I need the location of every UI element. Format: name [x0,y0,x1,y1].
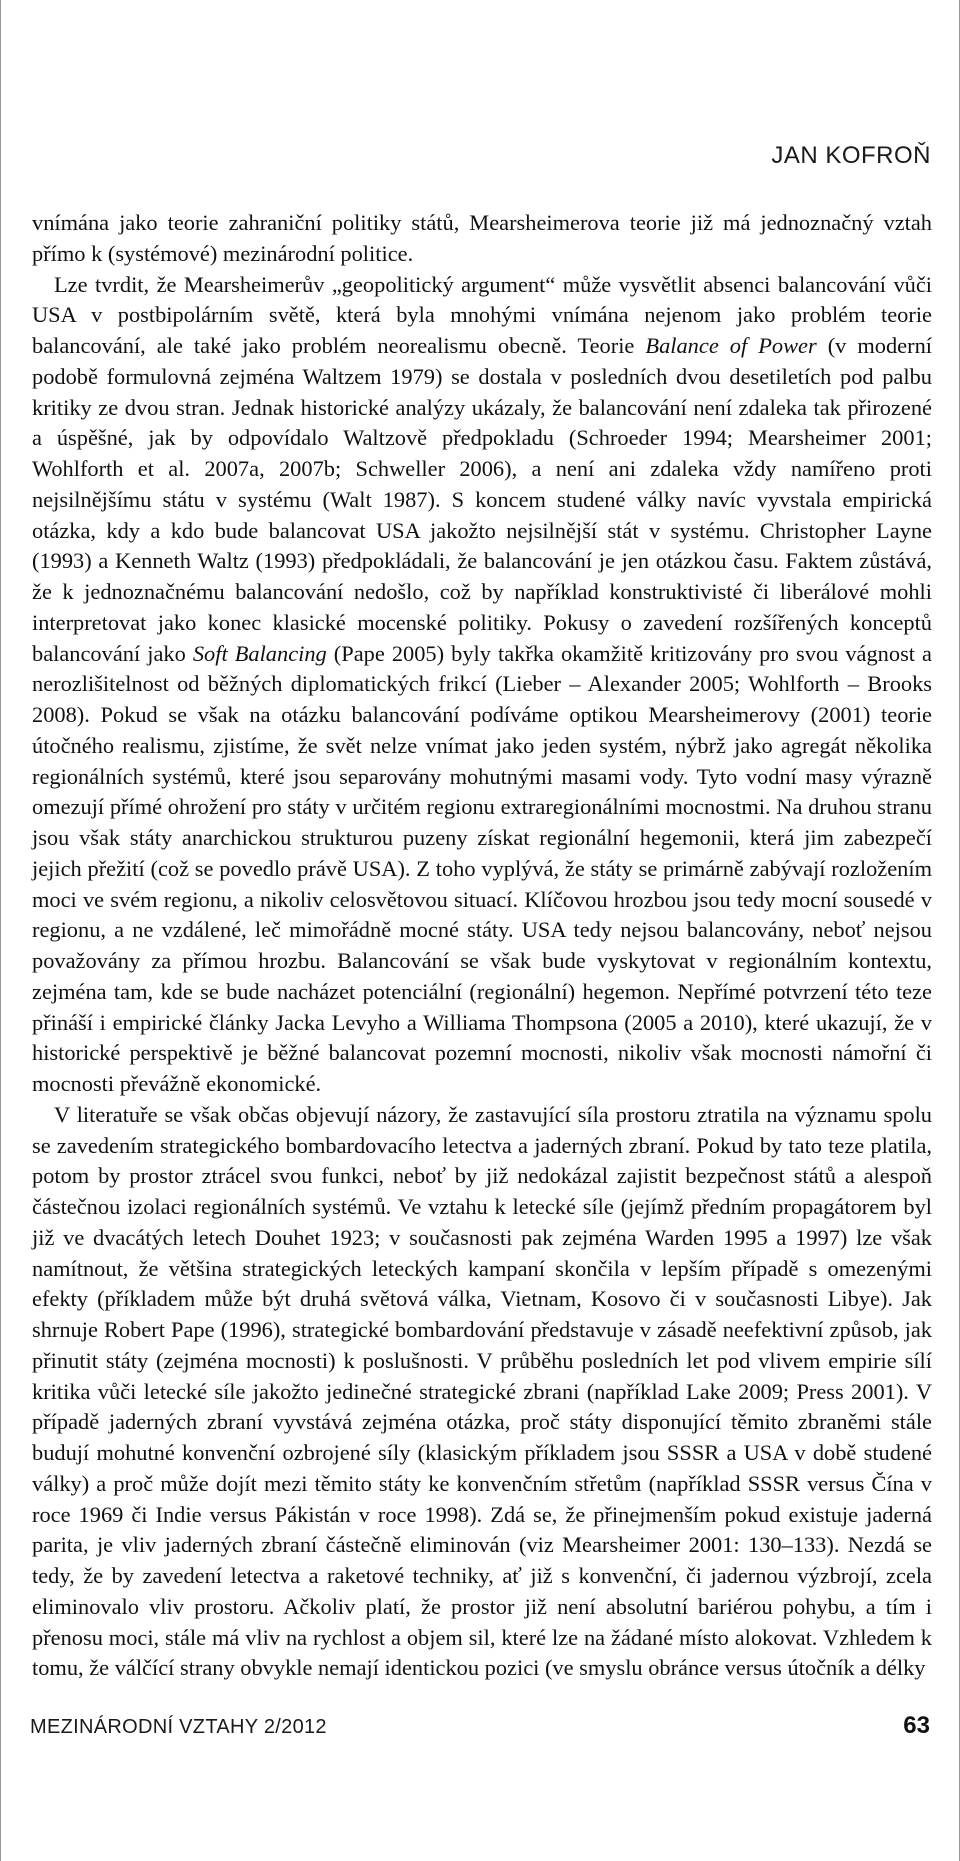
running-head-author: JAN KOFROŇ [771,142,931,169]
paragraph-air-power: V literatuře se však občas objevují názory, že zastavující síla prostoru ztratila na významu spolu se zavedením strategického bombardovacího letectva a jaderných zbraní. Pokud by tato teze platila, potom by prostor ztrácel svou funkci, neboť by již nedokázal zajistit bezpečnost států a alespoň částečnou izolaci regionálních systémů. Ve vztahu k letecké síle (jejímž předním propagátorem byl již ve dvacátých letech Douhet 1923; v současnosti pak zejména Warden 1995 a 1997) lze však namítnout, že většina strategických leteckých kampaní skončila v lepším případě s omezenými efekty (příkladem může být druhá světová válka, Vietnam, Kosovo či v současnosti Libye). Jak shrnuje Robert Pape (1996), strategické bombardování představuje v zásadě neefektivní způsob, jak přinutit státy (zejména mocnosti) k poslušnosti. V průběhu posledních let pod vlivem empirie sílí kritika vůči letecké síle jakožto jedinečné strategické zbrani (například Lake 2009; Press 2001). V případě jaderných zbraní vyvstává zejména otázka, proč státy disponující těmito zbraněmi stále budují mohutné konvenční ozbrojené síly (klasickým příkladem jsou SSSR a USA v době studené války) a proč může dojít mezi těmito státy ke konvenčním střetům (například SSSR versus Čína v roce 1969 či Indie versus Pákistán v roce 1998). Zdá se, že přinejmenším pokud existuje jaderná parita, je vliv jaderných zbraní částečně eliminován (viz Mearsheimer 2001: 130–133). Nezdá se tedy, že by zavedení letectva a raketové techniky, ať již s konvenční, či jadernou výzbrojí, zcela eliminovalo vliv prostoru. Ačkoliv platí, že prostor již není absolutní bariérou pohybu, a tím i přenosu moci, stále má vliv na rychlost a objem sil, které lze na žádané místo alokovat. Vzhledem k tomu, že válčící strany obvykle nemají identickou pozici (ve smyslu obránce versus útočník a délky [32,1101,932,1681]
footer-page-number: 63 [903,1712,930,1739]
footer-journal-title: MEZINÁRODNÍ VZTAHY 2/2012 [30,1716,327,1738]
italic-term: Balance of Power [645,333,817,358]
body-text [32,208,932,1684]
paragraph-balancing: Lze tvrdit, že Mearsheimerův „geopolitický argument“ může vysvětlit absenci balancování vůči USA v postbipolárním světě, která byla mnohými vnímána nejenom jako problém teorie balancování, ale také jako problém neorealismu obecně. Teorie Balance of Power (v moderní podobě formulovná zejména Waltzem 1979) se dostala v posledních dvou desetiletích pod palbu kritiky ze dvou stran. Jednak historické analýzy ukázaly, že balancování není zdaleka tak přirozené a úspěšné, jak by odpovídalo Waltzově předpokladu (Schroeder 1994; Mearsheimer 2001; Wohlforth et al. 2007a, 2007b; Schweller 2006), a není ani zdaleka vždy namířeno proti nejsilnějšímu státu v systému (Walt 1987). S koncem studené války navíc vyvstala empirická otázka, kdy a kdo bude balancovat USA jakožto nejsilnější stát v systému. Christopher Layne (1993) a Kenneth Waltz (1993) předpokládali, že balancování je jen otázkou času. Faktem zůstává, že k jednoznačnému balancování nedošlo, což by například konstruktivisté či liberálové mohli interpretovat jako konec klasické mocenské politiky. Pokusy o zavedení rozšířených konceptů balancování jako Soft Balancing (Pape 2005) byly takřka okamžitě kritizovány pro svou vágnost a nerozlišitelnost od běžných diplomatických frikcí (Lieber – Alexander 2005; Wohlforth – Brooks 2008). Pokud se však na otázku balancování podíváme optikou Mearsheimerovy (2001) teorie útočného realismu, zjistíme, že svět nelze vnímat jako jeden systém, nýbrž jako agregát několika regionálních systémů, které jsou separovány mohutnými masami vody. Tyto vodní masy výrazně omezují přímé ohrožení pro státy v určitém regionu extraregionálními mocnostmi. Na druhou stranu jsou však státy anarchickou strukturou puzeny získat regionální hegemonii, která jim zabezpečí jejich přežití (což se povedlo právě USA). Z toho vyplývá, že státy se primárně zabývají rozložením moci ve svém regionu, a nikoliv celosvětovou situací. Klíčovou hrozbou jsou tedy mocní sousedé v regionu, a ne vzdálené, leč mimořádně mocné státy. USA tedy nejsou balancovány, neboť nejsou považovány za přímou hrozbu. Balancování se však bude vyskytovat v regionálním kontextu, zejména tam, kde se bude nacházet potenciální (regionální) hegemon. Nepřímé potvrzení této teze přináší i empirické články Jacka Levyho a Williama Thompsona (2005 a 2010), které ukazují, že v historické perspektivě je běžné balancovat pozemní mocnosti, nikoliv však mocnosti námořní či mocnosti převážně ekonomické. [32,271,932,1096]
italic-term: Soft Balancing [192,640,327,666]
paragraph-continuation: vnímána jako teorie zahraniční politiky států, Mearsheimerova teorie již má jednoznačný vztah přímo k (systémové) mezinárodní politice. [32,210,932,266]
